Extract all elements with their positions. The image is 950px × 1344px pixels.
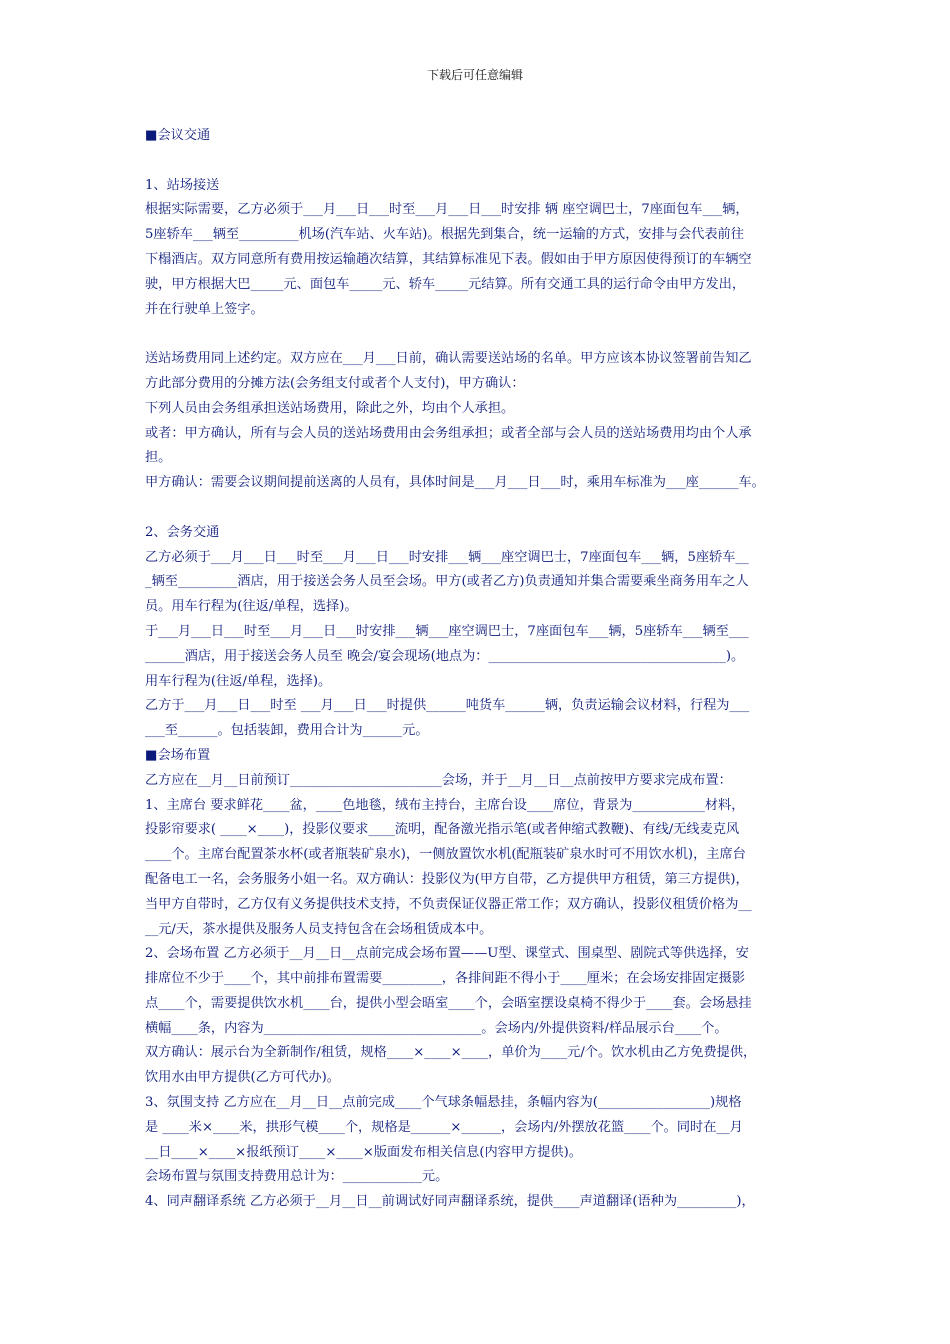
text-line: 送站场费用同上述约定。双方应在___月___日前，确认需要送站场的名单。甲方应该本协议签署前告知乙 (145, 351, 752, 367)
text-line: _辆至_________酒店，用于接送会务人员至会场。甲方(或者乙方)负责通知并集合需要乘坐商务用车之人 (145, 574, 749, 590)
text-line: 用车行程为(往返/单程，选择)。 (145, 673, 332, 689)
text-line: 或者：甲方确认，所有与会人员的送站场费用由会务组承担；或者全部与会人员的送站场费用均由个人承 (145, 425, 752, 441)
text-line: 下列人员由会务组承担送站场费用，除此之外，均由个人承担。 (145, 400, 515, 416)
text-line: ■会场布置 (145, 747, 211, 763)
text-line: 乙方应在__月__日前预订_______________________会场，并于__月__日__点前按甲方要求完成布置： (145, 772, 732, 788)
text-line: ______酒店，用于接送会务人员至 晚会/宴会现场(地点为：____________________________________)。 (145, 648, 745, 664)
text-line: 2、会务交通 (145, 524, 220, 540)
blank-line (145, 496, 817, 521)
text-line: 驶，甲方根据大巴_____元、面包车_____元、轿车_____元结算。所有交通工具的运行命令由甲方发出， (145, 276, 746, 292)
text-line: 4、同声翻译系统 乙方必须于__月__日__前调试好同声翻译系统，提供____声道翻译(语种为_________)， (145, 1194, 755, 1210)
text-line: __元/天，茶水提供及服务人员支持包含在会场租赁成本中。 (145, 921, 493, 937)
text-line: 乙方必须于___月___日___时至___月___日___时安排___辆___座空调巴士，7座面包车___辆，5座轿车__ (145, 549, 749, 565)
text-line: 配备电工一名，会务服务小姐一名。双方确认：投影仪为(甲方自带，乙方提供甲方租赁，第三方提供)， (145, 871, 749, 887)
text-line: __日____×____×报纸预订____×____×版面发布相关信息(内容甲方提供)。 (145, 1144, 582, 1160)
text-line: 5座轿车___辆至_________机场(汽车站、火车站)。根据先到集合，统一运输的方式，安排与会代表前往 (145, 227, 744, 243)
text-line: 双方确认：展示台为全新制作/租赁，规格____×____×____，单价为____元/个。饮水机由乙方免费提供， (145, 1045, 757, 1061)
text-line: ____个。主席台配置茶水杯(或者瓶装矿泉水)，一侧放置饮水机(配瓶装矿泉水时可不用饮水机)，主席台 (145, 847, 746, 863)
text-line: 乙方于___月___日___时至 ___月___日___时提供______吨货车______辆，负责运输会议材料，行程为___ (145, 698, 750, 714)
text-line: 并在行驶单上签字。 (145, 301, 264, 317)
text-line: 根据实际需要，乙方必须于___月___日___时至___月___日___时安排 辆 座空调巴士，7座面包车___辆， (145, 202, 749, 218)
blank-line (145, 149, 817, 174)
text-line: 于___月___日___时至___月___日___时安排___辆___座空调巴士，7座面包车___辆，5座轿车___辆至___ (145, 623, 749, 639)
document-body (145, 124, 817, 1215)
blank-line (145, 322, 817, 347)
text-line: 3、氛围支持 乙方应在__月__日__点前完成____个气球条幅悬挂，条幅内容为(_________________)规格 (145, 1095, 742, 1111)
text-line: 方此部分费用的分摊方法(会务组支付或者个人支付)，甲方确认： (145, 375, 525, 391)
text-line: 投影帘要求( ____×____)，投影仪要求____流明，配备激光指示笔(或者伸缩式教鞭)、有线/无线麦克风 (145, 822, 740, 838)
text-line: 下榻酒店。双方同意所有费用按运输趟次结算，其结算标准见下表。假如由于甲方原因使得预订的车辆空 (145, 251, 752, 267)
text-line: ___至______。包括装卸，费用合计为______元。 (145, 723, 429, 739)
text-line: 会场布置与氛围支持费用总计为：____________元。 (145, 1169, 449, 1185)
text-line: 点____个，需要提供饮水机____台，提供小型会晤室____个，会晤室摆设桌椅不得少于____套。会场悬挂 (145, 995, 752, 1011)
text-line: 1、站场接送 (145, 177, 220, 193)
text-line: 2、会场布置 乙方必须于__月__日__点前完成会场布置——U型、课堂式、围桌型、剧院式等供选择，安 (145, 946, 749, 962)
text-line: 甲方确认：需要会议期间提前送离的人员有，具体时间是___月___日___时，乘用车标准为___座______车。 (145, 475, 765, 491)
text-line: 饮用水由甲方提供(乙方可代办)。 (145, 1070, 340, 1086)
page-header: 下载后可任意编辑 (426, 68, 523, 82)
text-line: 当甲方自带时，乙方仅有义务提供技术支持，不负责保证仪器正常工作；双方确认，投影仪租赁价格为__ (145, 896, 752, 912)
text-line: 是 ____米×____米，拱形气模____个，规格是______×______，会场内/外摆放花篮____个。同时在__月 (145, 1119, 743, 1135)
text-line: 担。 (145, 450, 172, 466)
text-line: ■会议交通 (145, 128, 211, 143)
text-line: 排席位不少于____个，其中前排布置需要_________，各排间距不得小于____厘米；在会场安排固定摄影 (145, 971, 746, 987)
text-line: 1、主席台 要求鲜花____盆，____色地毯，绒布主持台，主席台设____席位，背景为___________材料， (145, 797, 745, 813)
text-line: 横幅____条，内容为_________________________________。会场内/外提供资料/样品展示台____个。 (145, 1020, 728, 1036)
text-line: 员。用车行程为(往返/单程，选择)。 (145, 599, 358, 615)
